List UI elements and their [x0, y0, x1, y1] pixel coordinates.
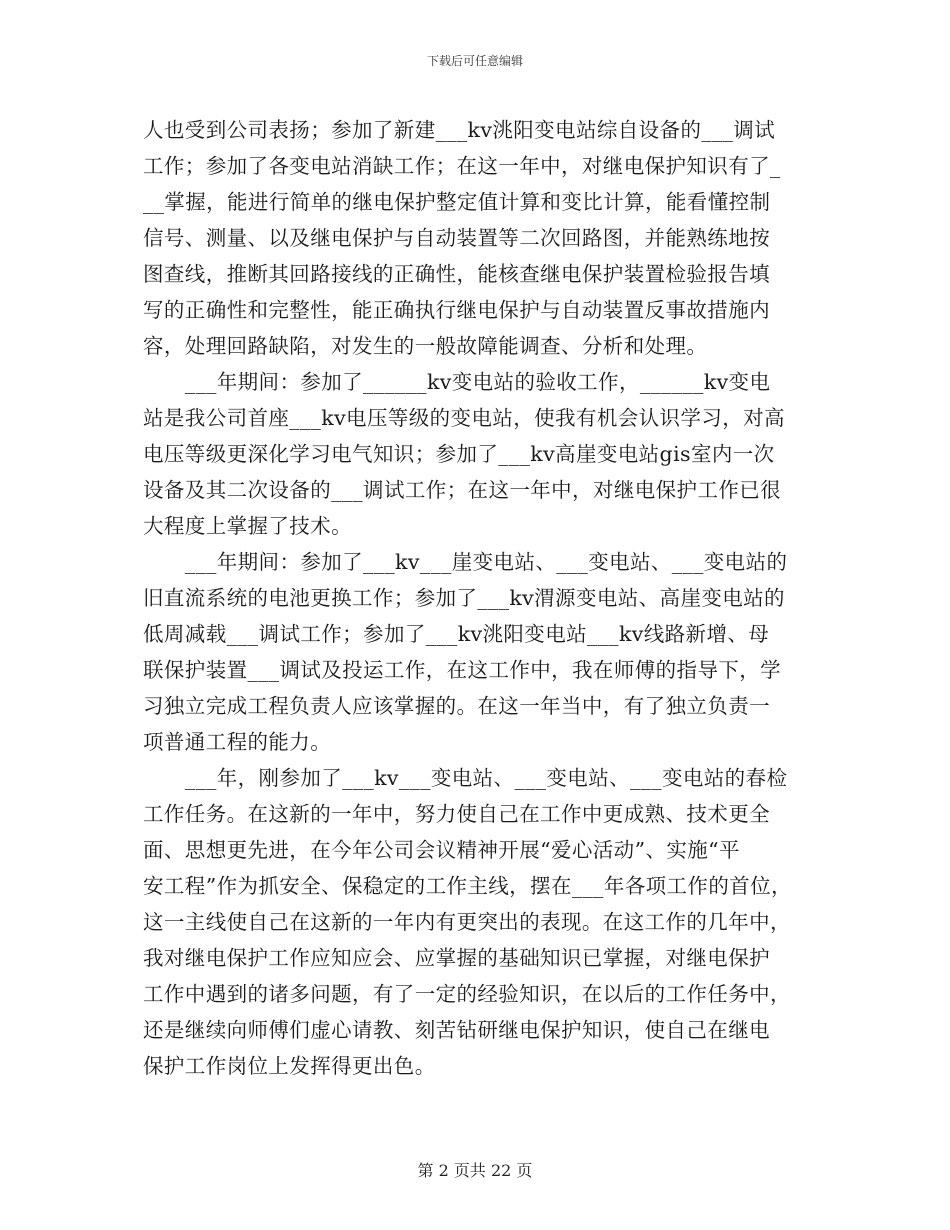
text-line: 还是继续向师傅们虚心请教、刻苦钻研继电保护知识，使自己在继电	[143, 1018, 770, 1042]
text-line: 低周减载___调试工作；参加了___kv洮阳变电站___kv线路新增、母	[143, 622, 770, 646]
text-line: 面、思想更先进，在今年公司会议精神开展“爱心活动”、实施“平	[143, 838, 740, 862]
text-line: 旧直流系统的电池更换工作；参加了___kv渭源变电站、高崖变电站的	[143, 586, 785, 610]
text-line: 工作；参加了各变电站消缺工作；在这一年中，对继电保护知识有了_	[143, 154, 781, 178]
text-line: ___年期间：参加了______kv变电站的验收工作，______kv变电	[143, 370, 771, 394]
text-line: 大程度上掌握了技术。	[143, 514, 352, 538]
text-line: __掌握，能进行简单的继电保护整定值计算和变比计算，能看懂控制	[143, 190, 771, 214]
text-line: 安工程”作为抓安全、保稳定的工作主线，摆在___年各项工作的首位，	[143, 874, 792, 898]
text-line: ___年期间：参加了___kv___崖变电站、___变电站、___变电站的	[143, 550, 788, 574]
page-header: 下载后可任意编辑	[426, 54, 523, 68]
text-line: 工作中遇到的诸多问题，有了一定的经验知识，在以后的工作任务中，	[143, 982, 791, 1006]
text-line: 人也受到公司表扬；参加了新建___kv洮阳变电站综自设备的___调试	[143, 118, 776, 142]
text-line: 容，处理回路缺陷，对发生的一般故障能调查、分析和处理。	[143, 334, 708, 358]
text-line: 工作任务。在这新的一年中，努力使自己在工作中更成熟、技术更全	[143, 802, 770, 826]
text-line: 我对继电保护工作应知应会、应掌握的基础知识已掌握，对继电保护	[143, 946, 770, 970]
text-line: 习独立完成工程负责人应该掌握的。在这一年当中，有了独立负责一	[143, 694, 770, 718]
text-line: 电压等级更深化学习电气知识；参加了___kv高崖变电站gis室内一次	[143, 442, 775, 466]
page-footer: 第 2 页共 22 页	[417, 1161, 533, 1180]
text-line: ___年，刚参加了___kv___变电站、___变电站、___变电站的春检	[143, 766, 788, 790]
document-body	[143, 112, 815, 1084]
text-line: 设备及其二次设备的___调试工作；在这一年中，对继电保护工作已很	[143, 478, 782, 502]
text-line: 联保护装置___调试及投运工作，在这工作中，我在师傅的指导下，学	[143, 658, 782, 682]
text-line: 站是我公司首座___kv电压等级的变电站，使我有机会认识学习，对高	[143, 406, 785, 430]
text-line: 信号、测量、以及继电保护与自动装置等二次回路图，并能熟练地按	[143, 226, 770, 250]
text-line: 项普通工程的能力。	[143, 730, 332, 754]
text-line: 这一主线使自己在这新的一年内有更突出的表现。在这工作的几年中，	[143, 910, 791, 934]
text-line: 图查线，推断其回路接线的正确性，能核查继电保护装置检验报告填	[143, 262, 770, 286]
text-line: 写的正确性和完整性，能正确执行继电保护与自动装置反事故措施内	[143, 298, 770, 322]
text-line: 保护工作岗位上发挥得更出色。	[143, 1054, 436, 1078]
